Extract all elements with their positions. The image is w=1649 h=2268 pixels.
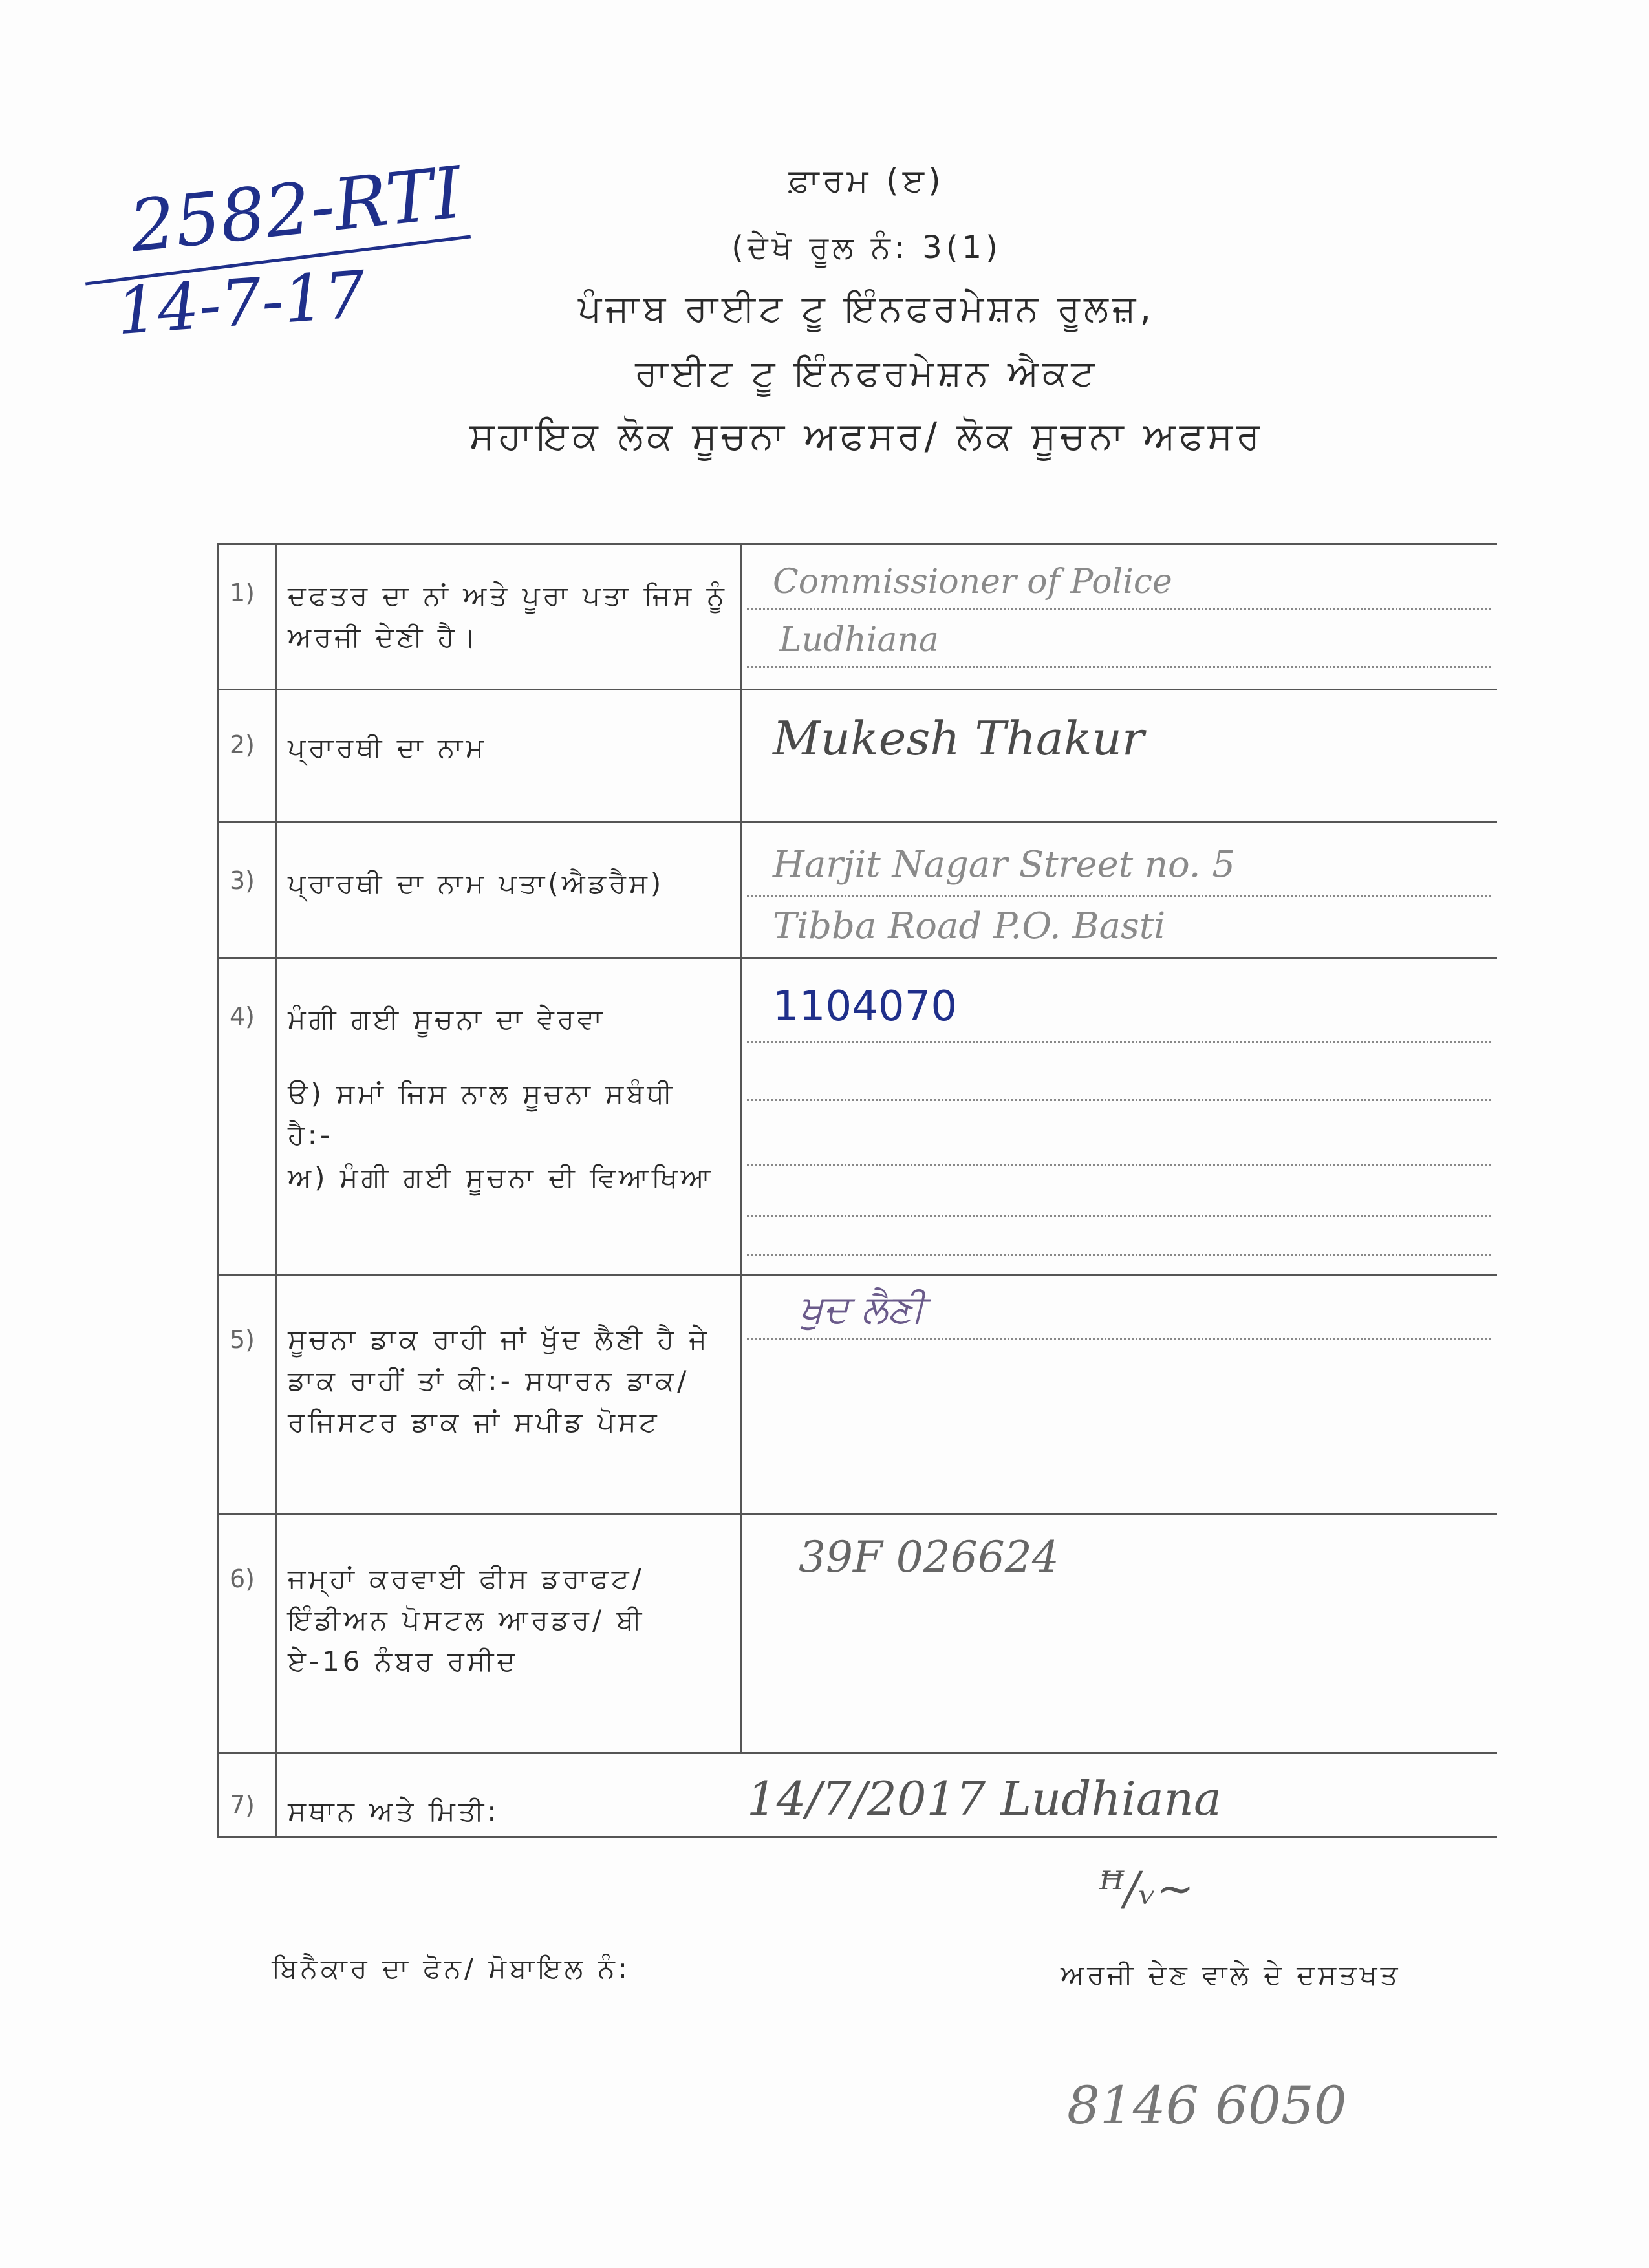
table-column-divider: [275, 543, 277, 1836]
application-table: 1) ਦਫਤਰ ਦਾ ਨਾਂ ਅਤੇ ਪੂਰਾ ਪਤਾ ਜਿਸ ਨੂੰ ਅਰਜੀ ਦੇਣੀ ਹੈ। Commissioner of Police Ludhiana 2) ਪ੍ਰਾਰਥੀ ਦਾ ਨਾਮ Mukesh Thakur 3) ਪ੍ਰਾਰਥੀ ਦਾ ਨਾਮ ਪਤਾ(ਐਡਰੈਸ) Harjit Nagar Street no. 5 Tibba Road P.O. Basti 4) ਮੰਗੀ ਗਈ ਸੂਚਨਾ ਦਾ ਵੇਰਵਾ ੳ) ਸਮਾਂ ਜਿਸ ਨਾਲ ਸੂਚਨਾ ਸਬੰਧੀ ਹੈ:- ਅ) ਮੰਗੀ ਗਈ ਸੂਚਨਾ ਦੀ ਵਿਆਖਿਆ 1104070 5) ਸੂਚਨਾ ਡਾਕ ਰਾਹੀ ਜਾਂ ਖੁੱਦ ਲੈਣੀ ਹੈ ਜੇ ਡਾਕ ਰਾਹੀਂ ਤਾਂ ਕੀ:- ਸਧਾਰਨ ਡਾਕ/ ਰਜਿਸਟਰ ਡਾਕ ਜਾਂ ਸਪੀਡ ਪੋਸਟ ਖੁਦ ਲੈਣੀ 6) ਜਮ੍ਹਾਂ ਕਰਵਾਈ ਫੀਸ ਡਰਾਫਟ/ ਇੰਡੀਅਨ ਪੋਸਟਲ ਆਰਡਰ/ ਬੀ ਏ-16 ਨੰਬਰ ਰਸੀਦ 39F 026624 7) ਸਥਾਨ ਅਤੇ ਮਿਤੀ: 14/7/2017 Ludhiana: [217, 543, 1497, 1952]
rules-name: ਪੰਜਾਬ ਰਾਈਟ ਟੂ ਇੰਨਫਰਮੇਸ਼ਨ ਰੂਲਜ਼,: [577, 288, 1156, 330]
table-rule: [217, 1836, 1497, 1838]
act-name: ਰਾਈਟ ਟੂ ਇੰਨਫਰਮੇਸ਼ਨ ਐਕਟ: [634, 352, 1099, 394]
form-title: ਫ਼ਾਰਮ (ੲ): [788, 162, 945, 199]
table-rule: [217, 821, 1497, 823]
applicant-signature: ꟸ/ᵥ~: [1099, 1862, 1194, 1915]
receipt-number: 2582-RTI: [125, 151, 466, 268]
officer-title: ਸਹਾਇਕ ਲੋਕ ਸੂਚਨਾ ਅਫਸਰ/ ਲੋਕ ਸੂਚਨਾ ਅਫਸਰ: [469, 414, 1264, 458]
phone-label: ਬਿਨੈਕਾਰ ਦਾ ਫੋਨ/ ਮੋਬਾਇਲ ਨੰ:: [272, 1952, 630, 1984]
table-rule: [217, 1513, 1497, 1515]
table-rule: [217, 689, 1497, 690]
table-column-divider: [740, 543, 742, 1752]
table-rule: [217, 1752, 1497, 1754]
signature-label: ਅਰਜੀ ਦੇਣ ਵਾਲੇ ਦੇ ਦਸਤਖਤ: [1061, 1959, 1401, 1991]
table-rule: [217, 957, 1497, 959]
handwritten-phone: 8146 6050: [1067, 2075, 1347, 2135]
table-border-left: [217, 543, 219, 1836]
rule-reference: (ਦੇਖੋ ਰੂਲ ਨੰ: 3(1): [731, 230, 1002, 266]
receipt-date: 14-7-17: [114, 256, 369, 350]
table-rule: [217, 543, 1497, 545]
table-rule: [217, 1274, 1497, 1276]
